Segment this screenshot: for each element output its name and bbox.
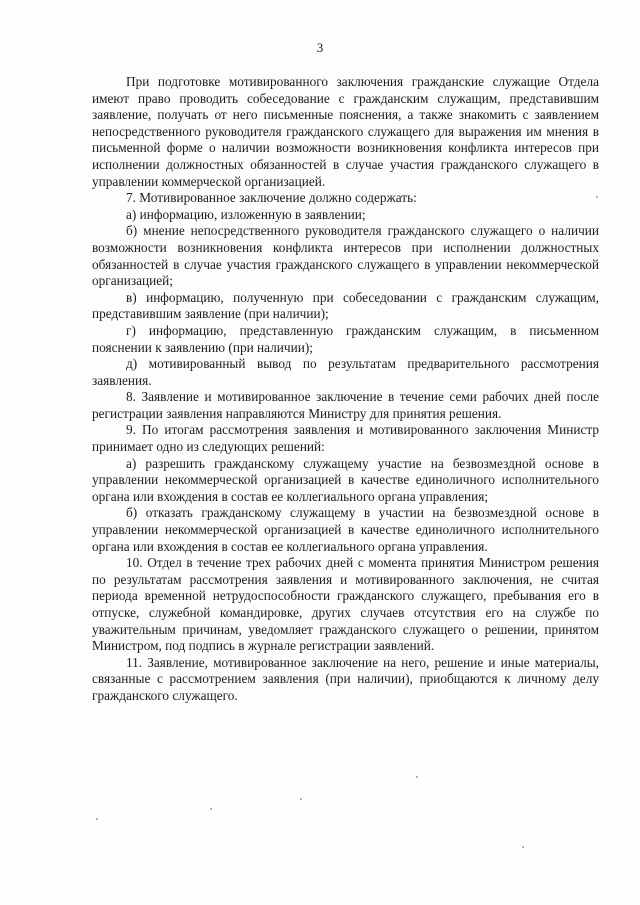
scan-speck [522,846,524,848]
scan-speck [96,818,98,820]
scan-speck [300,798,302,800]
paragraph-11: 11. Заявление, мотивированное заключение на него, решение и иные материалы, связанные с рассмотрением заявления (при наличии), приобщаются к личному делу гражданского служащего. [92,654,599,703]
paragraph-7b: б) мнение непосредственного руководителя гражданского служащего о наличии возможности возникновения конфликта интересов при исполнении должностных обязанностей в случае участия гражданского служащего в управлении некоммерческой организацией; [92,223,599,289]
paragraph-9b: б) отказать гражданскому служащему в участии на безвозмездной основе в управлении некоммерческой организацией в качестве единоличного исполнительного органа или вхождения в состав ее коллегиального органа управления. [92,505,599,554]
paragraph-7: 7. Мотивированное заключение должно содержать: [126,190,417,206]
paragraph-8: 8. Заявление и мотивированное заключение в течение семи рабочих дней после регистрации заявления направляются Министру для принятия решения. [92,389,599,421]
scan-speck [210,808,212,810]
scan-speck [416,776,418,778]
paragraph-7d: д) мотивированный вывод по результатам предварительного рассмотрения заявления. [92,356,599,388]
scan-speck [596,196,598,198]
document-body [92,74,599,705]
paragraph-7g: г) информацию, представленную гражданским служащим, в письменном пояснении к заявлению (при наличии); [92,322,599,355]
paragraph-intro: При подготовке мотивированного заключения гражданские служащие Отдела имеют право проводить собеседование с гражданским служащим, представившим заявление, получать от него письменные пояснения, а также знакомить с заявлением непосредственного руководителя гражданского служащего для выражения им мнения в письменной форме о наличии возможности возникновения конфликта интересов при исполнении должностных обязанностей в случае участия гражданского служащего в управлении коммерческой организацией. [92,74,599,189]
paragraph-10: 10. Отдел в течение трех рабочих дней с момента принятия Министром решения по результатам рассмотрения заявления и мотивированного заключения, не считая периода временной нетрудоспособности гражданского служащего, пребывания его в отпуске, служебной командировке, других случаев отсутствия его на службе по уважительным причинам, уведомляет гражданского служащего о решении, принятом Министром, под подпись в журнале регистрации заявлений. [92,555,599,654]
paragraph-9: 9. По итогам рассмотрения заявления и мотивированного заключения Министр принимает одно из следующих решений: [92,422,599,455]
page-number: 3 [316,40,324,55]
paragraph-9a: а) разрешить гражданскому служащему участие на безвозмездной основе в управлении некоммерческой организацией в качестве единоличного исполнительного органа или вхождения в состав ее коллегиального органа управления; [92,455,599,504]
paragraph-7v: в) информацию, полученную при собеседовании с гражданским служащим, представившим заявление (при наличии); [92,289,599,322]
paragraph-7a: а) информацию, изложенную в заявлении; [126,206,366,222]
